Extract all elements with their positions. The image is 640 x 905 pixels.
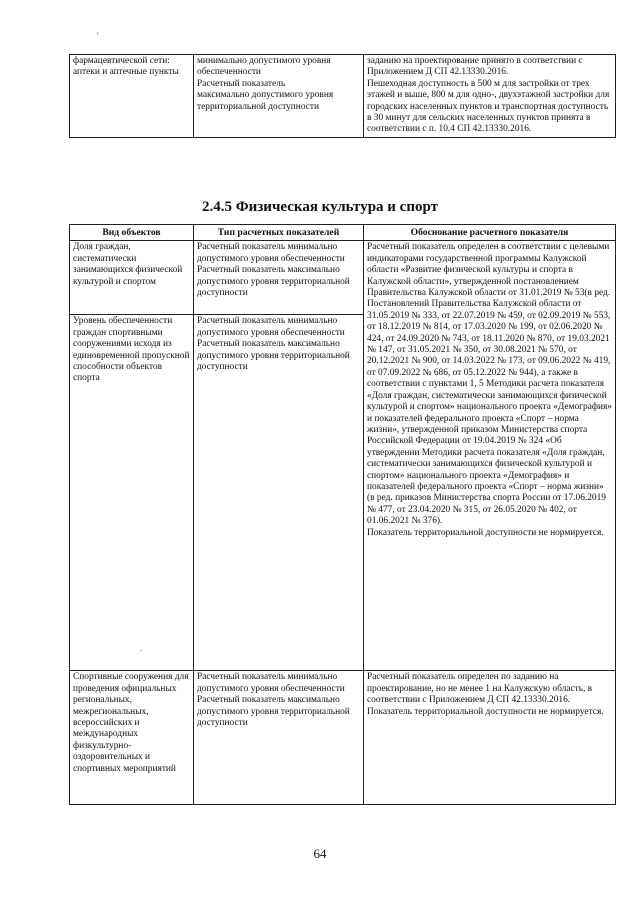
corner-mark: ' — [97, 31, 99, 41]
indicator-text: максимально допустимого уровня территориальной доступности — [197, 90, 334, 112]
indicator-cell: Расчетный показатель минимально допустимого уровня обеспеченности Расчетный показатель максимально допустимого уровня территориальной доступности — [194, 671, 364, 805]
header-objects: Вид объектов — [70, 225, 194, 241]
indicator-cell — [194, 55, 364, 138]
table-row — [70, 671, 616, 805]
section-title: 2.4.5 Физическая культура и спорт — [202, 199, 438, 215]
stray-dot: . — [140, 644, 142, 653]
indicator-text: Расчетный показатель — [197, 78, 286, 89]
continued-table — [69, 54, 616, 138]
table-row — [70, 55, 616, 138]
object-cell: Уровень обеспеченности граждан спортивными сооружениями исходя из единовременной пропускной способности объектов спорта — [70, 315, 194, 671]
header-justification: Обоснование расчетного показателя — [364, 225, 616, 241]
justification-cell — [364, 55, 616, 138]
justification-text: Пешеходная доступность в 500 м для застройки от трех этажей и выше, 800 м для одно-, двухэтажной застройки для городских населенных пунктов и транспортная доступность в 30 минут для сельских населенных пунктов принята в соответствии с п. 10.4 СП 42.13330.2016. — [367, 78, 610, 135]
sport-table — [69, 224, 616, 805]
object-cell: фармацевтической сети: аптеки и аптечные пункты — [70, 55, 194, 138]
justification-text: заданию на проектирование принято в соответствии с Приложением Д СП 42.13330.2016. — [367, 56, 583, 78]
justification-text: Показатель территориальной доступности не нормируется. — [367, 527, 604, 538]
justification-cell: Расчетный показатель определен по заданию на проектирование, но не менее 1 на Калужскую область, в соответствии с Приложением Д СП 42.13330.2016. Показатель территориальной доступности не нормируется. — [364, 671, 616, 805]
page-number: 64 — [313, 846, 327, 861]
object-cell: Доля граждан, систематически занимающихся физической культурой и спортом — [70, 241, 194, 315]
table-row — [70, 241, 616, 315]
indicator-cell: Расчетный показатель минимально допустимого уровня обеспеченности Расчетный показатель максимально допустимого уровня территориальной доступности — [194, 241, 364, 315]
table-header-row — [70, 225, 616, 241]
indicator-cell: Расчетный показатель минимально допустимого уровня обеспеченности Расчетный показатель максимально допустимого уровня территориальной доступности — [194, 315, 364, 671]
indicator-text: минимально допустимого уровня обеспеченности — [197, 56, 331, 78]
object-cell: Спортивные сооружения для проведения официальных региональных, межрегиональных, всероссийских и международных физкультурно-оздоровительных и спортивных мероприятий — [70, 671, 194, 805]
justification-text: Расчетный показатель определен в соответствии с целевыми индикаторами государственной программы Калужской области «Развитие физической культуры и спорта в Калужской области», утвержденной постановлением Правительства Калужской области от 31.01.2019 № 53(в ред. Постановлений Правительства Калужской области от 31.05.2019 № 333, от 22.07.2019 № 459, от 02.09.2019 № 553, от 18.12.2019 № 814, от 17.03.2020 № 199, от 02.06.2020 № 424, от 24.09.2020 № 743, от 18.11.2020 № 870, от 19.03.2021 № 147, от 31.05.2021 № 350, от 30.08.2021 № 570, от 20.12.2021 № 900, от 14.03.2022 № 173, от 09.06.2022 № 419, от 07.09.2022 № 686, от 05.12.2022 № 944), а также в соответствии с пунктами 1, 5 Методики расчета показателя «Доля граждан, систематически занимающихся физической культурой и спортом» национального проекта «Демография» и показателей федерального проекта «Спорт – норма жизни», утвержденной приказом Министерства спорта Российской Федерации от 19.04.2019 № 324 «Об утверждении Методики расчета показателя «Доля граждан, систематически занимающихся физической культурой и спортом» национального проекта «Демография» и показателей федерального проекта «Спорт – норма жизни» (в ред. приказов Министерства спорта России от 17.06.2019 № 477, от 23.04.2020 № 315, от 26.05.2020 № 402, от 01.06.2021 № 376). — [367, 242, 612, 527]
justification-cell-merged — [364, 241, 616, 671]
header-indicator-types: Тип расчетных показателей — [194, 225, 364, 241]
